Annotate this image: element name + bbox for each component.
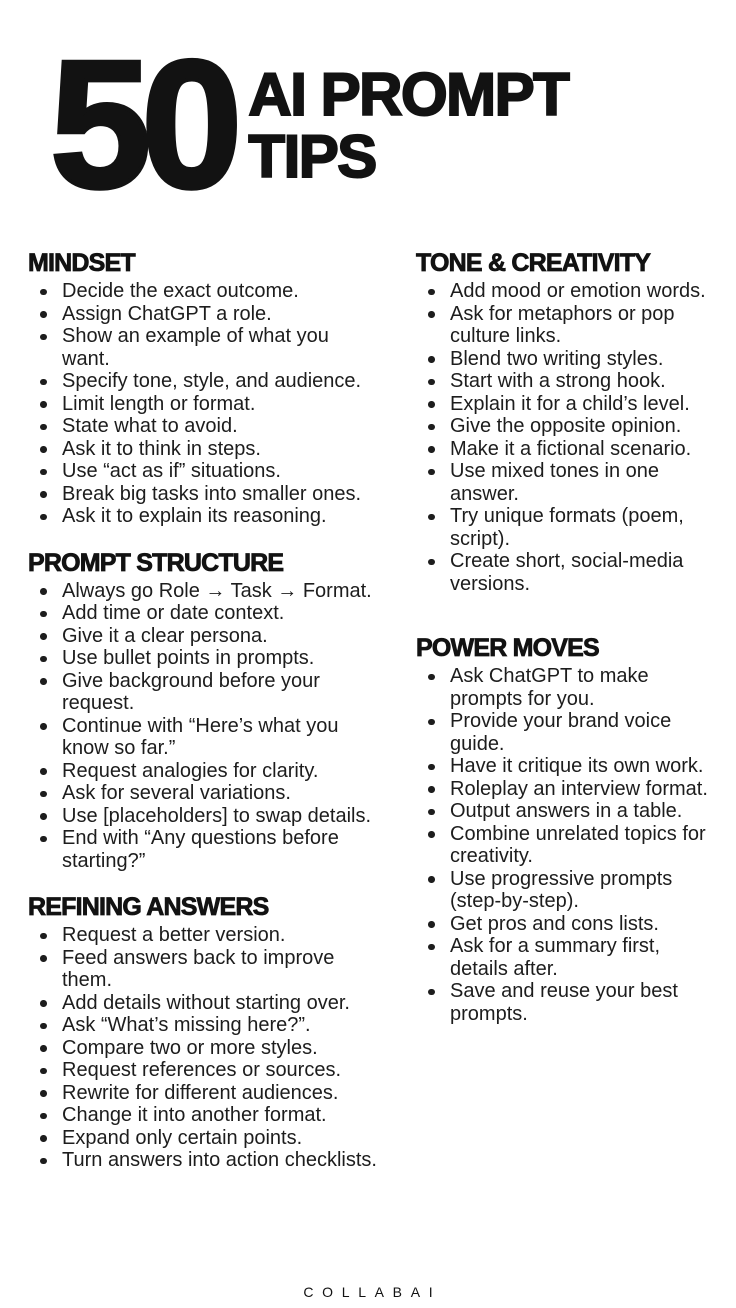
tip-list: [416, 665, 716, 1025]
tip-item: [28, 1149, 377, 1172]
bullet-icon: [40, 311, 47, 318]
tip-item: [416, 348, 716, 371]
section-title: MINDSET: [28, 249, 135, 277]
tip-list: [28, 924, 377, 1172]
bullet-icon: [40, 836, 47, 843]
tip-text: Have it critique its own work.: [450, 755, 704, 777]
bullet-icon: [428, 469, 435, 476]
tip-item: [416, 980, 716, 1025]
tip-item: [28, 1037, 377, 1060]
tip-text: Provide your brand voice guide.: [450, 710, 672, 755]
bullet-icon: [428, 831, 435, 838]
tip-text: Make it a fictional scenario.: [450, 437, 692, 460]
left-column: [28, 250, 377, 1194]
tip-text: Give it a clear persona.: [62, 624, 268, 647]
tip-text: Roleplay an interview format.: [450, 777, 708, 800]
bullet-icon: [40, 933, 47, 940]
tip-text: Use progressive prompts (step-by-step).: [450, 867, 673, 912]
bullet-icon: [428, 989, 435, 996]
tip-text: Specify tone, style, and audience.: [62, 370, 362, 392]
bullet-icon: [40, 588, 47, 595]
bullet-icon: [40, 1068, 47, 1075]
tip-text: Create short, social-media versions.: [450, 550, 684, 595]
section-tone-creativity: [416, 250, 716, 595]
tip-text: Explain it for a child’s level.: [450, 392, 690, 415]
tip-item: [28, 670, 377, 715]
tip-text: Ask “What’s missing here?”.: [62, 1014, 311, 1036]
bullet-icon: [428, 289, 435, 296]
tip-list: [28, 580, 377, 873]
bullet-icon: [428, 446, 435, 453]
section-title: TONE & CREATIVITY: [416, 249, 651, 277]
tip-text: Combine unrelated topics for creativity.: [450, 822, 706, 867]
tip-text: Start with a strong hook.: [450, 370, 666, 392]
tip-item: [416, 823, 716, 868]
tip-item: [416, 665, 716, 710]
section-power-moves: [416, 635, 716, 1025]
tip-text: Rewrite for different audiences.: [62, 1081, 339, 1104]
tip-text: Ask for several variations.: [62, 782, 291, 804]
bullet-icon: [428, 674, 435, 681]
title-number: 50: [50, 22, 233, 226]
content: [28, 250, 716, 1194]
bullet-icon: [428, 876, 435, 883]
bullet-icon: [428, 514, 435, 521]
bullet-icon: [40, 656, 47, 663]
bullet-icon: [40, 379, 47, 386]
tip-text: Give background before your request.: [62, 669, 320, 714]
bullet-icon: [40, 289, 47, 296]
tip-text: Blend two writing styles.: [450, 347, 664, 370]
section-title: PROMPT STRUCTURE: [28, 548, 284, 577]
bullet-icon: [40, 1045, 47, 1052]
tip-item: [28, 415, 377, 438]
tip-item: [28, 602, 377, 625]
tip-item: [416, 280, 716, 303]
section-title: POWER MOVES: [416, 634, 599, 662]
tip-item: [28, 715, 377, 760]
tip-text: Save and reuse your best prompts.: [450, 980, 678, 1025]
tip-text: End with “Any questions before starting?”: [62, 827, 339, 872]
tip-item: [28, 370, 377, 393]
tip-item: [28, 483, 377, 506]
bullet-icon: [40, 1135, 47, 1142]
tip-text: Ask for a summary first, details after.: [450, 935, 661, 980]
tip-text: Expand only certain points.: [62, 1126, 303, 1149]
tip-item: [28, 438, 377, 461]
bullet-icon: [428, 809, 435, 816]
tip-item: [416, 710, 716, 755]
tip-item: [416, 778, 716, 801]
section-mindset: [28, 250, 377, 528]
tip-item: [416, 460, 716, 505]
tip-item: [28, 303, 377, 326]
bullet-icon: [40, 401, 47, 408]
tip-text: Use mixed tones in one answer.: [450, 460, 660, 505]
tip-item: [28, 280, 377, 303]
tip-item: [28, 992, 377, 1015]
tip-item: [28, 647, 377, 670]
tip-item: [28, 1014, 377, 1037]
bullet-icon: [428, 356, 435, 363]
right-column: [416, 250, 716, 1194]
bullet-icon: [40, 1000, 47, 1007]
tip-item: [416, 370, 716, 393]
tip-item: [28, 947, 377, 992]
bullet-icon: [40, 1090, 47, 1097]
bullet-icon: [428, 786, 435, 793]
tip-item: [416, 755, 716, 778]
section-refining-answers: [28, 894, 377, 1172]
tip-text: Feed answers back to improve them.: [62, 946, 335, 991]
tip-text: Assign ChatGPT a role.: [62, 302, 272, 325]
tip-text: Continue with “Here’s what you know so far.”: [62, 714, 339, 759]
tip-item: [28, 782, 377, 805]
tip-text: Give the opposite opinion.: [450, 415, 682, 437]
bullet-icon: [40, 514, 47, 521]
tip-text: Compare two or more styles.: [62, 1036, 318, 1059]
bullet-icon: [40, 446, 47, 453]
tip-item: [28, 1082, 377, 1105]
tip-text: Ask for metaphors or pop culture links.: [450, 302, 675, 347]
tip-list: [416, 280, 716, 595]
tip-item: [28, 1104, 377, 1127]
tip-item: [28, 625, 377, 648]
tip-item: [416, 505, 716, 550]
tip-item: [416, 868, 716, 913]
tip-text: Break big tasks into smaller ones.: [62, 482, 362, 505]
tip-text: Turn answers into action checklists.: [62, 1149, 377, 1171]
tip-item: [416, 303, 716, 348]
poster-header: [50, 22, 569, 226]
tip-item: [28, 760, 377, 783]
bullet-icon: [40, 768, 47, 775]
tip-list: [28, 280, 377, 528]
bullet-icon: [428, 424, 435, 431]
tip-text: Ask ChatGPT to make prompts for you.: [450, 665, 649, 710]
bullet-icon: [40, 1023, 47, 1030]
tip-item: [28, 505, 377, 528]
bullet-icon: [40, 1113, 47, 1120]
bullet-icon: [428, 401, 435, 408]
bullet-icon: [428, 559, 435, 566]
tip-item: [28, 805, 377, 828]
tip-item: [416, 935, 716, 980]
tip-item: [28, 325, 377, 370]
tip-item: [28, 1127, 377, 1150]
tip-text: State what to avoid.: [62, 415, 238, 437]
tip-text: Get pros and cons lists.: [450, 912, 659, 935]
tip-text: Limit length or format.: [62, 392, 256, 415]
tip-text: Add details without starting over.: [62, 991, 350, 1014]
bullet-icon: [40, 424, 47, 431]
section-prompt-structure: [28, 550, 377, 873]
bullet-icon: [40, 723, 47, 730]
tip-item: [416, 415, 716, 438]
tip-text: Use bullet points in prompts.: [62, 647, 315, 669]
tip-item: [416, 393, 716, 416]
bullet-icon: [40, 1158, 47, 1165]
tip-item: [28, 1059, 377, 1082]
tip-item: [28, 924, 377, 947]
tip-text: Always go Role → Task → Format.: [62, 579, 372, 602]
tip-item: [28, 393, 377, 416]
tip-text: Request a better version.: [62, 924, 286, 946]
bullet-icon: [40, 813, 47, 820]
tip-text: Add mood or emotion words.: [450, 280, 706, 302]
tip-text: Decide the exact outcome.: [62, 280, 299, 302]
bullet-icon: [428, 944, 435, 951]
tip-text: Ask it to think in steps.: [62, 437, 261, 460]
tip-text: Show an example of what you want.: [62, 325, 329, 370]
tip-item: [28, 580, 377, 603]
bullet-icon: [40, 491, 47, 498]
bullet-icon: [40, 334, 47, 341]
tip-item: [416, 913, 716, 936]
tip-text: Output answers in a table.: [450, 800, 683, 822]
tip-item: [416, 800, 716, 823]
bullet-icon: [428, 921, 435, 928]
tip-text: Try unique formats (poem, script).: [450, 505, 684, 550]
bullet-icon: [428, 311, 435, 318]
title-line-2: TIPS: [248, 123, 376, 190]
tip-text: Request analogies for clarity.: [62, 759, 319, 782]
tip-text: Use [placeholders] to swap details.: [62, 804, 372, 827]
tip-item: [416, 438, 716, 461]
tip-text: Change it into another format.: [62, 1104, 327, 1126]
tip-text: Ask it to explain its reasoning.: [62, 505, 327, 527]
tip-item: [416, 550, 716, 595]
tip-item: [28, 460, 377, 483]
bullet-icon: [428, 719, 435, 726]
bullet-icon: [428, 379, 435, 386]
bullet-icon: [40, 611, 47, 618]
bullet-icon: [428, 764, 435, 771]
page-title: [248, 50, 568, 188]
bullet-icon: [40, 633, 47, 640]
title-line-1: AI PROMPT: [248, 61, 569, 128]
tip-text: Add time or date context.: [62, 602, 285, 624]
section-title: REFINING ANSWERS: [28, 893, 269, 921]
tip-text: Use “act as if” situations.: [62, 460, 281, 482]
bullet-icon: [40, 469, 47, 476]
bullet-icon: [40, 791, 47, 798]
bullet-icon: [40, 678, 47, 685]
tip-item: [28, 827, 377, 872]
brand-footer: COLLABAI: [303, 1284, 442, 1300]
tip-text: Request references or sources.: [62, 1059, 342, 1081]
bullet-icon: [40, 955, 47, 962]
